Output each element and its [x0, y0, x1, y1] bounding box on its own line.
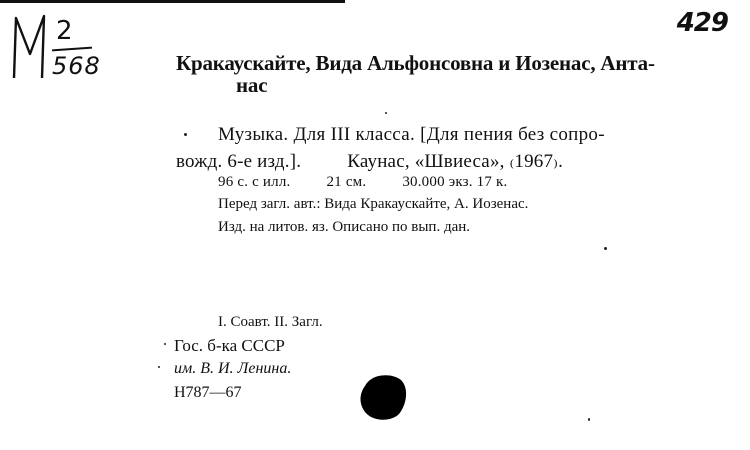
speck: [604, 247, 607, 250]
speck: [158, 366, 160, 368]
shelf-letter-handwritten: [10, 14, 50, 80]
author-heading-line2: нас: [236, 73, 268, 97]
collation-pages: 96 с. с илл.: [218, 174, 291, 190]
collation-copies: 30.000 экз. 17 к.: [402, 174, 508, 190]
top-border-line: [0, 0, 345, 3]
title-line2: [176, 150, 563, 173]
speck: [164, 343, 166, 345]
shelf-mark-fraction-line: [52, 47, 92, 52]
collation-size: 21 см.: [326, 174, 367, 190]
tracing-line: I. Соавт. II. Загл.: [218, 314, 323, 330]
note-line2: Изд. на литов. яз. Описано по вып. дан.: [218, 219, 471, 235]
note-line1: Перед загл. авт.: Вида Кракаускайте, А. Иозенас.: [218, 196, 529, 212]
publication-statement: Каунас, «Швиеса», ₍1967₎.: [347, 151, 564, 172]
speck: [184, 133, 187, 136]
shelf-mark-numerator: 2: [56, 16, 74, 46]
collation-line: [218, 174, 507, 191]
author-heading: [176, 52, 736, 96]
speck: [588, 418, 590, 421]
library-name-line1: Гос. б-ка СССР: [174, 336, 285, 355]
library-card-code: Н787—67: [174, 384, 242, 401]
edition-statement: вожд. 6-е изд.].: [176, 151, 302, 172]
title-line1: Музыка. Для III класса. [Для пения без сопро-: [218, 124, 605, 145]
shelf-mark-denominator: 568: [52, 52, 101, 80]
library-name-line2: им. В. И. Ленина.: [174, 360, 292, 377]
card-number-handwritten: 429: [676, 8, 728, 38]
ink-blot: [357, 372, 409, 422]
speck: [385, 112, 387, 114]
author-heading-line1: Кракаускайте, Вида Альфонсовна и Иозенас, Анта-: [176, 51, 655, 75]
